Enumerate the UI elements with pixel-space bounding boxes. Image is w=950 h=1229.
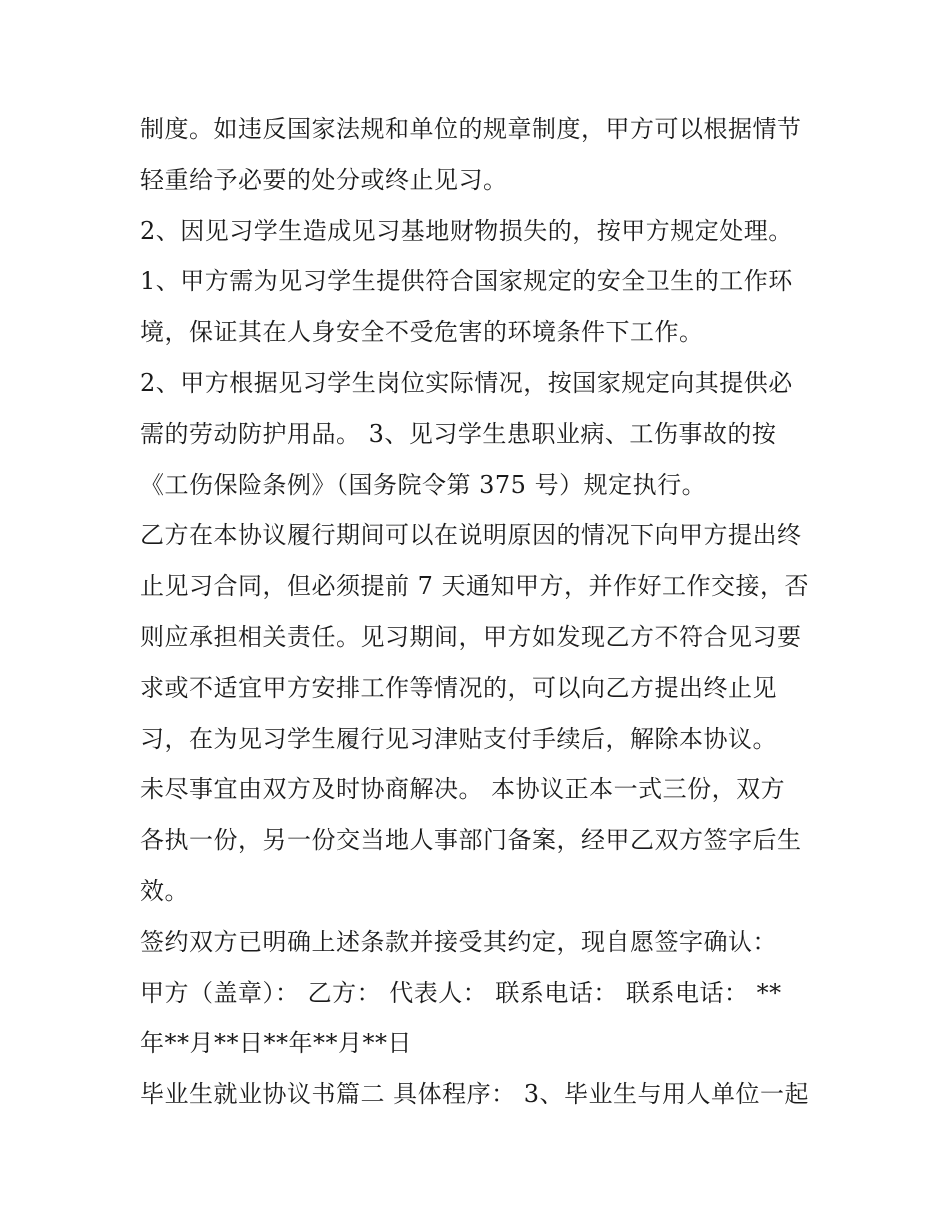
text-line: 求或不适宜甲方安排工作等情况的，可以向乙方提出终止见 [140,673,777,702]
text-line: 乙方在本协议履行期间可以在说明原因的情况下向甲方提出终 [140,521,802,550]
text-line: 各执一份，另一份交当地人事部门备案，经甲乙双方签字后生 [140,826,802,855]
text-line: 轻重给予必要的处分或终止见习。 [140,165,508,194]
text-line: 需的劳动防护用品。 3、见习学生患职业病、工伤事故的按 [140,419,777,448]
text-line: 制度。如违反国家法规和单位的规章制度，甲方可以根据情节 [140,115,802,143]
text-line: 止见习合同，但必须提前 7 天通知甲方，并作好工作交接，否 [140,572,810,601]
text-line: 毕业生就业协议书篇二 具体程序： 3、毕业生与用人单位一起 [140,1080,810,1109]
text-line: 2、因见习学生造成见习基地财物损失的，按甲方规定处理。 [140,216,793,245]
text-line: 《工伤保险条例》（国务院令第 375 号）规定执行。 [140,470,707,499]
text-line: 甲方（盖章）： 乙方： 代表人： 联系电话： 联系电话： ** [140,978,782,1007]
document-body [140,104,820,1120]
text-line: 年**月**日**年**月**日 [140,1029,412,1058]
text-line: 效。 [140,876,189,905]
text-line: 则应承担相关责任。见习期间，甲方如发现乙方不符合见习要 [140,622,802,651]
text-line: 签约双方已明确上述条款并接受其约定，现自愿签字确认： [140,927,777,956]
text-line: 1、甲方需为见习学生提供符合国家规定的安全卫生的工作环 [140,267,793,296]
text-line: 境，保证其在人身安全不受危害的环境条件下工作。 [140,318,704,347]
text-line: 习，在为见习学生履行见习津贴支付手续后，解除本协议。 [140,724,777,753]
text-line: 未尽事宜由双方及时协商解决。 本协议正本一式三份，双方 [140,775,786,804]
text-line: 2、甲方根据见习学生岗位实际情况，按国家规定向其提供必 [140,368,793,397]
